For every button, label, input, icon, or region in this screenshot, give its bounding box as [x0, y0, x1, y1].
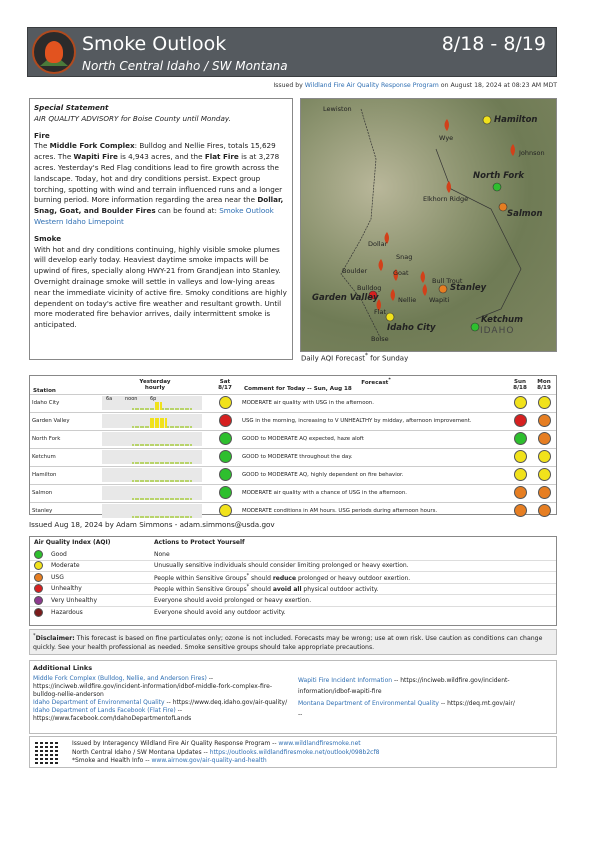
hourly-bar [190, 426, 192, 428]
station-name: Salmon [30, 484, 100, 502]
aqi-dot-mon [538, 468, 551, 481]
special-text: AIR QUALITY ADVISORY for Boise County until Monday. [34, 113, 231, 123]
aqi-dot-sat [219, 414, 232, 427]
aqi-level-dot [34, 596, 43, 605]
aqi-action: Everyone should avoid prolonged or heavy exertion. [150, 595, 556, 607]
hourly-bar [190, 480, 192, 482]
fire-icon [421, 271, 426, 283]
page-subtitle: North Central Idaho / SW Montana [82, 59, 288, 73]
aqi-legend [29, 536, 557, 626]
col-yesterday: Yesterday hourly [139, 378, 171, 391]
col-station: Station [33, 387, 56, 394]
aqi-dot-sat [219, 468, 232, 481]
aqi-dot-sun [514, 450, 527, 463]
link-idaho-deq[interactable]: Idaho Department of Environmental Quality [33, 699, 165, 707]
aqi-dot-sun [514, 486, 527, 499]
map-label-lewiston: Lewiston [323, 105, 352, 113]
header-banner [27, 27, 557, 77]
hourly-bar [190, 516, 192, 518]
map-label-north-fork: North Fork [473, 171, 525, 181]
aqi-level-dot [34, 608, 43, 617]
aqi-dot-sat [219, 396, 232, 409]
station-name: Stanley [30, 502, 100, 520]
issued-by: Issued Aug 18, 2024 by Adam Simmons - adam.simmons@usda.gov [29, 520, 275, 529]
aqi-level: Good [51, 550, 67, 558]
fire-icon [423, 284, 428, 296]
fire-text: The Middle Fork Complex: Bulldog and Nellie Fires, totals 15,629 acres. The Wapiti Fire is 4,943 acres, and the Flat Fire is at 3,278 acres. Yesterday's Red Flag conditions lead to fire growth across the landscape. Today, hot and dry conditions persist. Expect group torching, spotting with wind and terrain influenced runs and a longer burning period. More information regarding the area near the Dollar, Snag, Goat, and Boulder Fires can be found at: Smoke Outlook Western Idaho Limepoint [34, 141, 284, 226]
aqi-level-dot [34, 573, 43, 582]
map-label-nellie: Nellie [398, 296, 417, 304]
aqi-row [30, 572, 556, 584]
footer-link-outlook[interactable]: https://outlooks.wildlandfiresmoke.net/outlook/098b2cf8 [209, 748, 380, 756]
map-label-elkhorn: Elkhorn Ridge [423, 195, 469, 203]
table-row [30, 484, 556, 502]
link-wapiti[interactable]: Wapiti Fire Incident Information [298, 677, 393, 684]
comment: USG in the morning, increasing to V UNHEALTHY by midday, afternoon improvement. [240, 412, 508, 430]
map-label-bulldog: Bulldog [357, 284, 382, 292]
aqi-heading: Air Quality Index (AQI) [34, 539, 111, 547]
map-label-wye: Wye [439, 134, 454, 142]
link-montana-deq[interactable]: Montana Department of Environmental Quality [298, 699, 439, 707]
aqi-level: Moderate [51, 562, 80, 570]
map-label-snag: Snag [396, 253, 413, 261]
table-row [30, 466, 556, 484]
fire-icon [445, 119, 450, 131]
map-caption: Daily AQI Forecast* for Sunday [301, 353, 409, 363]
table-row [30, 502, 556, 520]
program-link[interactable]: Wildland Fire Air Quality Response Program [304, 82, 439, 89]
aqi-dot-sun [514, 468, 527, 481]
hourly-sparkline [100, 412, 210, 430]
footer: Issued by Interagency Wildland Fire Air Quality Response Program -- www.wildlandfiresmoke.net North Central Idaho / SW Montana Updates -- https://outlooks.wildlandfiresmoke.net/outlook/098b2cf8 *Smoke and Health Info -- www.airnow.gov/air-quality-and-health [29, 736, 557, 768]
aqi-level: Hazardous [51, 608, 83, 616]
special-heading: Special Statement [34, 103, 109, 112]
link-middle-fork[interactable]: Middle Fork Complex (Bulldog, Nellie, and Anderson Fires) [33, 675, 207, 682]
date-range: 8/18 - 8/19 [441, 33, 546, 55]
hourly-sparkline [100, 448, 210, 466]
aqi-dot-sun [514, 432, 527, 445]
aqi-dot-mon [538, 414, 551, 427]
col-mon: Mon 8/19 [537, 378, 551, 391]
aqi-level-dot [34, 561, 43, 570]
station-name: North Fork [30, 430, 100, 448]
links-heading: Additional Links [33, 664, 93, 672]
map-label-dollar: Dollar [368, 240, 388, 248]
smoke-heading: Smoke [34, 233, 62, 243]
map-label-bull-trout: Bull Trout [432, 277, 463, 285]
hourly-sparkline [100, 502, 210, 520]
table-row [30, 448, 556, 466]
map-label-stanley: Stanley [450, 283, 487, 293]
comment: GOOD to MODERATE throughout the day. [240, 448, 508, 466]
smoke-text: With hot and dry conditions continuing, highly visible smoke plumes will develop early today. Heaviest daytime smoke impacts will be upwind of fires, specially along HWY-21 from Grandjean into Stanley. Overnight drainage smoke will settle in valleys and low-lying areas near the immediate vicinity of active fire. Smoky conditions are highly dependent on today's active fire weather and resultant growth. Until more moderated fire behavior arrives, daily intermittent smoke is anticipated. [34, 244, 287, 330]
map-label-idaho: IDAHO [480, 326, 515, 336]
aqi-dot-sun [514, 396, 527, 409]
aqi-action: Unusually sensitive individuals should consider limiting prolonged or heavy exertion. [150, 560, 556, 572]
aqi-dot-mon [538, 450, 551, 463]
aqi-dot-sat [219, 504, 232, 517]
issued-line: Issued by Wildland Fire Air Quality Response Program on August 18, 2024 at 08:23 AM MDT [273, 82, 557, 89]
aqi-action: None [154, 550, 170, 558]
aqi-level: Very Unhealthy [51, 596, 97, 604]
comment: GOOD to MODERATE AQ expected, haze aloft [240, 430, 508, 448]
footer-link-airnow[interactable]: www.airnow.gov/air-quality-and-health [151, 757, 267, 765]
aqi-dot-sun [514, 504, 527, 517]
footer-link-smoke[interactable]: www.wildlandfiresmoke.net [278, 740, 361, 747]
aqi-dot-mon [538, 396, 551, 409]
comment: GOOD to MODERATE AQ, highly dependent on fire behavior. [240, 466, 508, 484]
aqi-map [300, 98, 557, 352]
map-label-johnson: Johnson [519, 149, 545, 157]
hourly-bar [190, 408, 192, 410]
aqi-level: USG [51, 573, 64, 581]
aqi-row [30, 549, 556, 561]
limepoint-link[interactable]: Smoke Outlook Western Idaho Limepoint [34, 206, 274, 226]
map-label-garden-valley: Garden Valley [312, 293, 379, 303]
aqi-action: People within Sensitive Groups* should reduce prolonged or heavy outdoor exertion. [150, 572, 556, 584]
aqi-level-dot [34, 584, 43, 593]
aqi-row [30, 583, 556, 595]
aqi-dot-sun [514, 414, 527, 427]
station-name: Garden Valley [30, 412, 100, 430]
fire-heading: Fire [34, 130, 50, 140]
hourly-bar [190, 444, 192, 446]
aqi-dot-mon [538, 486, 551, 499]
map-label-hamilton: Hamilton [494, 115, 538, 125]
map-label-ketchum: Ketchum [481, 315, 523, 325]
hourly-sparkline [100, 430, 210, 448]
fire-icon [391, 289, 396, 301]
link-idaho-lands[interactable]: Idaho Department of Lands Facebook (Flat Fire) [33, 707, 176, 715]
comment: MODERATE air quality with USG in the afternoon. [240, 394, 508, 412]
comment: MODERATE air quality with a chance of USG in the afternoon. [240, 484, 508, 502]
map-label-salmon: Salmon [507, 209, 543, 219]
aqi-action: Everyone should avoid any outdoor activity. [150, 606, 556, 618]
aqi-dot-sat [219, 432, 232, 445]
statement-panel [29, 98, 293, 360]
hourly-sparkline [100, 466, 210, 484]
map-label-flat: Flat [374, 308, 387, 316]
comment: MODERATE conditions in AM hours. USG periods during afternoon hours. [240, 502, 508, 520]
aqi-row [30, 595, 556, 607]
map-label-wapiti: Wapiti [429, 296, 450, 304]
aqi-action: People within Sensitive Groups* should avoid all physical outdoor activity. [150, 583, 556, 595]
map-label-boulder: Boulder [342, 267, 368, 275]
additional-links: Additional Links Middle Fork Complex (Bulldog, Nellie, and Anderson Fires) -- https://inciweb.wildfire.gov/incident-information/idbof-middle-fork-complex-fire-bulldog-nellie-anderson Idaho Department of Environmental Quality -- https://www.deq.idaho.gov/air-quality/ Idaho Department of Lands Facebook (Flat Fire) -- https://www.facebook.com/IdahoDepartmentofLands Wapiti Fire Incident Information -- https://inciweb.wildfire.gov/incident-information/idbof-wapiti-fire Montana Department of Environmental Quality -- https://deq.mt.gov/air/ -- [29, 660, 557, 734]
hourly-sparkline [100, 484, 210, 502]
station-name: Idaho City [30, 394, 100, 412]
col-sun: Sun 8/18 [513, 378, 527, 391]
station-name: Ketchum [30, 448, 100, 466]
aqi-row [30, 606, 556, 618]
map-label-idaho-city: Idaho City [387, 323, 436, 333]
actions-heading: Actions to Protect Yourself [154, 539, 245, 547]
col-comment: Forecast* Comment for Today -- Sun, Aug 18 [244, 377, 391, 392]
aqi-dot-mon [538, 432, 551, 445]
fire-icon [379, 259, 384, 271]
map-label-goat: Goat [393, 269, 409, 277]
fire-icon [447, 181, 452, 193]
hourly-bar [190, 462, 192, 464]
map-label-boise: Boise [371, 335, 389, 343]
aqi-level-dot [34, 550, 43, 559]
aqi-dot-mon [538, 504, 551, 517]
station-name: Hamilton [30, 466, 100, 484]
disclaimer: *Disclaimer: This forecast is based on fine particulates only; ozone is not included. Forecasts may be wrong; use at own risk. Use caution as conditions can change quickly. See your health professional as needed. Smoke sensitive groups should take appropriate precautions. [29, 629, 557, 655]
forecast-table: Station Yesterday hourly Sat 8/17 Forecast* Comment for Today -- Sun, Aug 18 Sun 8/18 Mon 8/19 Idaho City MODERATE air quality with USG in the afternoon. Garden Valley USG in the morning, increasing to V UNHEALTHY by midday, afternoon improvement. North Fork GOOD to MODERATE AQ expected, haze aloft Ketchum GOOD to MODERATE throughout the day. Hamilton GOOD to MODERATE AQ, highly dependent on fire behavior. Salmon MODERATE air quality with a chance of USG in the afternoon. Stanley MODERATE conditions in AM hours. USG periods during afternoon hours. 6a noon 6p [29, 375, 557, 515]
aqi-dot-sat [219, 486, 232, 499]
program-logo [32, 30, 76, 74]
page-title: Smoke Outlook [82, 33, 227, 55]
aqi-row [30, 560, 556, 572]
table-row [30, 412, 556, 430]
qr-code-icon[interactable] [35, 740, 59, 764]
fire-icon [511, 144, 516, 156]
hourly-bar [190, 498, 192, 500]
col-sat: Sat 8/17 [218, 378, 232, 391]
aqi-level: Unhealthy [51, 585, 82, 593]
table-row [30, 430, 556, 448]
aqi-dot-sat [219, 450, 232, 463]
